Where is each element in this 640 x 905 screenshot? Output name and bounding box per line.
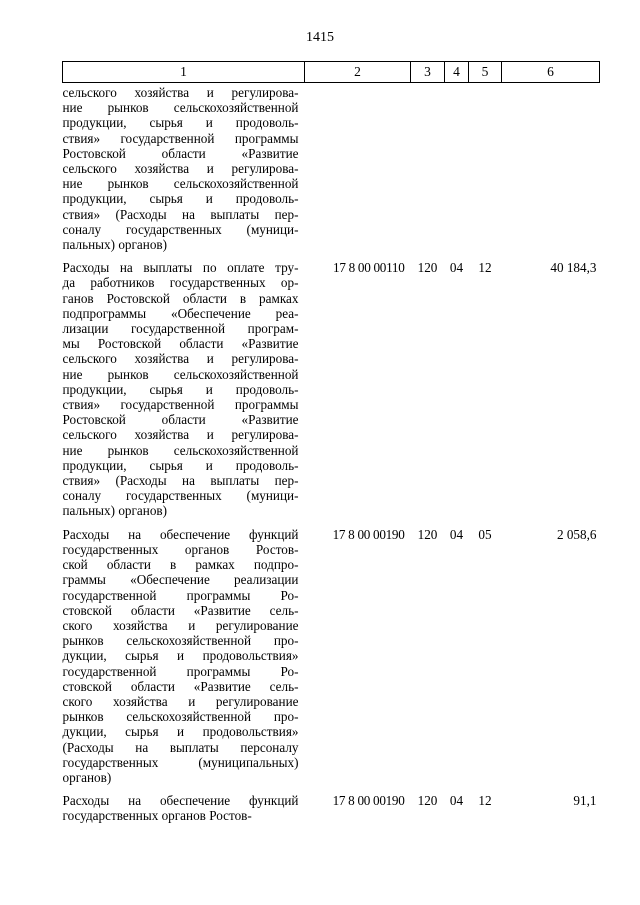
expense-name-line: государственных органов Ростов- <box>62 541 299 557</box>
expense-name-line: государственной программы Ро- <box>62 587 299 603</box>
expense-name <box>63 83 305 261</box>
section-code <box>445 83 469 261</box>
target-article-code <box>305 83 411 261</box>
expense-name-line: государственной программы Ро- <box>62 663 299 679</box>
expense-name <box>63 260 305 526</box>
expense-name-line: пальных) органов) <box>62 503 168 519</box>
table-body <box>63 83 600 832</box>
subsection-code <box>469 83 502 261</box>
expense-name-line: сельского хозяйства и регулирова- <box>62 351 299 367</box>
expense-name-line: лизации государственной програм- <box>62 321 299 337</box>
expense-name-line: граммы «Обеспечение реализации <box>62 572 299 588</box>
expense-name-line: пальных) органов) <box>62 237 168 253</box>
expense-name-line: ствия» государственной программы <box>62 130 299 146</box>
expense-name-line: сельского хозяйства и регулирова- <box>62 85 299 100</box>
expense-name-line: соналу государственных (муници- <box>62 488 299 504</box>
expense-name-line: государственных (муниципальных) <box>62 754 299 770</box>
expense-type-code <box>411 83 445 261</box>
section-code: 04 <box>449 793 464 809</box>
expense-type-code: 120 <box>417 793 438 809</box>
expense-name-line: продукции, сырья и продоволь- <box>62 457 299 473</box>
expense-name-line: Ростовской области «Развитие <box>62 412 299 428</box>
expense-type-code: 120 <box>417 260 438 276</box>
expense-name-line: ние рынков сельскохозяйственной <box>62 176 299 192</box>
table-row <box>63 527 600 793</box>
expense-name-line: продукции, сырья и продоволь- <box>62 381 299 397</box>
table-row <box>63 83 600 261</box>
expense-name-line: ние рынков сельскохозяйственной <box>62 366 299 382</box>
expense-name-line: стовской области «Развитие сель- <box>62 678 299 694</box>
expense-name-line: Расходы на обеспечение функций <box>62 793 299 809</box>
table-row <box>63 793 600 831</box>
expense-name-line: ние рынков сельскохозяйственной <box>62 442 299 458</box>
table-header-row <box>63 62 600 83</box>
expense-name-line: да работников государственных ор- <box>62 275 299 291</box>
table-row <box>63 260 600 526</box>
expense-name-line: дукции, сырья и продовольствия» <box>62 648 299 664</box>
expense-name-line: ствия» (Расходы на выплаты пер- <box>62 206 299 222</box>
subsection-code: 12 <box>478 260 492 276</box>
expense-name-line: рынков сельскохозяйственной про- <box>62 633 299 649</box>
column-header-6: 6 <box>502 62 600 83</box>
expense-name-line: соналу государственных (муници- <box>62 221 299 237</box>
subsection-code: 05 <box>478 526 492 542</box>
column-header-5: 5 <box>469 62 502 83</box>
expense-name-line: стовской области «Развитие сель- <box>62 602 299 618</box>
expense-name-line: Ростовской области «Развитие <box>62 145 299 161</box>
expense-name-line: ской области в рамках подпро- <box>62 557 299 573</box>
column-header-3: 3 <box>411 62 445 83</box>
target-article-code: 17 8 00 00190 <box>332 793 405 809</box>
amount: 40 184,3 <box>550 260 597 276</box>
expense-type-code: 120 <box>417 526 438 542</box>
expense-name-line: рынков сельскохозяйственной про- <box>62 709 299 725</box>
expense-name-line: мы Ростовской области «Развитие <box>62 336 299 352</box>
column-header-1: 1 <box>63 62 305 83</box>
subsection-code: 12 <box>478 793 492 809</box>
expense-name-line: (Расходы на выплаты персоналу <box>62 739 299 755</box>
expense-name-line: продукции, сырья и продоволь- <box>62 191 299 207</box>
expense-name-line: продукции, сырья и продоволь- <box>62 115 299 131</box>
expense-name <box>63 793 305 831</box>
expense-name-line: подпрограммы «Обеспечение реа- <box>62 305 299 321</box>
budget-table <box>62 61 600 832</box>
amount: 2 058,6 <box>556 526 597 542</box>
expense-name-line: сельского хозяйства и регулирова- <box>62 427 299 443</box>
expense-name-line: государственных органов Ростов- <box>62 808 252 824</box>
column-header-2: 2 <box>305 62 411 83</box>
expense-name-line: Расходы на выплаты по оплате тру- <box>62 260 299 276</box>
expense-name-line: ние рынков сельскохозяйственной <box>62 100 299 116</box>
expense-name-line: ского хозяйства и регулирование <box>62 617 299 633</box>
expense-name-line: сельского хозяйства и регулирова- <box>62 161 299 177</box>
expense-name-line: дукции, сырья и продовольствия» <box>62 724 299 740</box>
expense-name-line: ганов Ростовской области в рамках <box>62 290 299 306</box>
expense-name-line: ствия» (Расходы на выплаты пер- <box>62 473 299 489</box>
section-code: 04 <box>449 526 464 542</box>
expense-name-line: ствия» государственной программы <box>62 397 299 413</box>
section-code: 04 <box>449 260 464 276</box>
target-article-code: 17 8 00 00110 <box>333 260 405 276</box>
expense-name-line: органов) <box>62 769 112 785</box>
expense-name <box>63 527 305 793</box>
column-header-4: 4 <box>445 62 469 83</box>
amount <box>502 83 600 261</box>
expense-name-line: Расходы на обеспечение функций <box>62 526 299 542</box>
target-article-code: 17 8 00 00190 <box>332 526 405 542</box>
page-number: 1415 <box>306 30 334 45</box>
expense-name-line: ского хозяйства и регулирование <box>62 693 299 709</box>
amount: 91,1 <box>573 793 597 809</box>
